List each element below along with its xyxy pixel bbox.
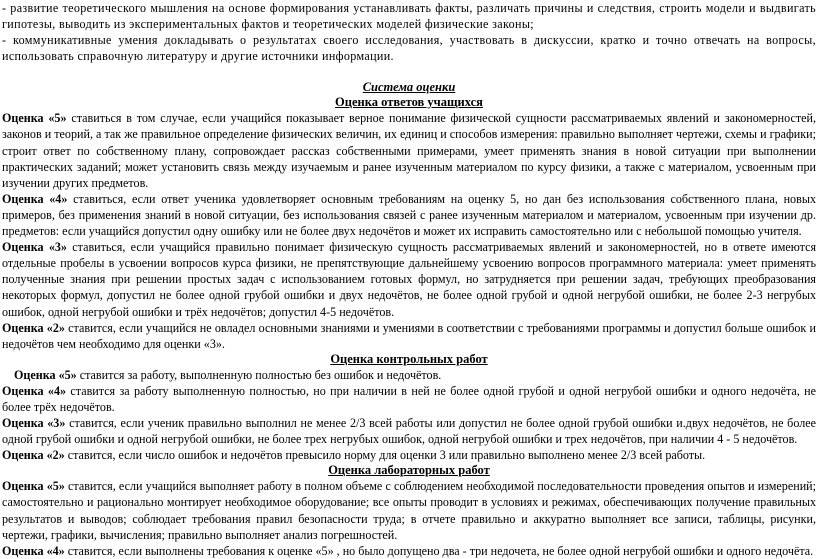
tests-heading: Оценка контрольных работ (330, 351, 488, 366)
grade-criteria: ставиться, если учащийся правильно понимает физическую сущность рассматриваемых явлений и закономерностей, но в ответе имеются отдельные пробелы в усвоении вопросов курса физики, не препятствующие дальнейшему усвоению вопросов программного материала: умеет применять полученные знания при решении простых задач с использованием готовых формул, но затрудняется при решении задач, требующих преобразования некоторых формул, допустил не более одной грубой ошибки и двух недочётов, не более одной грубой и одной негрубой ошибки, не более 2-3 негрубых ошибок, одной негрубой ошибки и трёх недочётов; допустил 4-5 недочётов. (2, 240, 816, 319)
oral-grade-3 (2, 239, 816, 319)
grade-criteria: ставиться в том случае, если учащийся показывает верное понимание физической сущности рассматриваемых явлений и закономерностей, законов и теорий, а так же правильное определение физических величин, их единиц и способов измерения: правильно выполняет чертежи, схемы и графики; строит ответ по собственному плану, сопровождает рассказ собственными примерами, умеет применять знания в новой ситуации при выполнении практических заданий; может установить связь между изучаемым и ранее изученным материалом по курсу физики, а также с материалом, усвоенным при изучении других предметов. (2, 111, 816, 190)
grade-criteria: ставится, если учащийся выполняет работу в полном объеме с соблюдением необходимой последовательности проведения опытов и измерений; самостоятельно и рационально монтирует необходимое оборудование; все опыты проводит в условиях и режимах, обеспечивающих получение правильных результатов и выводов; соблюдает требования правил безопасности труда; в отчете правильно и аккуратно выполняет все записи, таблицы, рисунки, чертежи, графики, вычисления; правильно выполняет анализ погрешностей. (2, 479, 816, 542)
test-grade-5 (2, 367, 816, 383)
lab-grade-5 (2, 478, 816, 542)
section-title: Система оценки (362, 80, 456, 95)
grade-criteria: ставится за работу, выполненную полностью без ошибок и недочётов. (76, 367, 442, 382)
grade-label: Оценка «3» (2, 240, 67, 255)
test-grade-4 (2, 383, 816, 415)
grade-label: Оценка «5» (2, 479, 65, 494)
oral-answers-heading: Оценка ответов учащихся (335, 95, 483, 110)
oral-grade-4 (2, 191, 816, 239)
grade-criteria: ставится за работу выполненную полностью, но при наличии в ней не более одной грубой и одной негрубой ошибки и одного недочёта, не более трёх недочётов. (2, 383, 816, 414)
oral-grade-5 (2, 110, 816, 190)
grade-criteria: ставится, если выполнены требования к оценке «5» , но было допущено два - три недочета, не более одной негрубой ошибки и одного недочёта. (64, 543, 814, 558)
grade-label: Оценка «2» (2, 448, 65, 463)
grade-label: Оценка «2» (2, 320, 65, 335)
grade-label: Оценка «3» (2, 416, 66, 431)
grade-criteria: ставится, если ученик правильно выполнил не менее 2/3 всей работы или допустил не более одной грубой ошибки и.двух недочётов, не более одной грубой ошибки и одной негрубой ошибки, не более трех негрубых ошибок, одной негрубой ошибки и трех недочётов, при наличии 4 - 5 недочётов. (2, 416, 816, 447)
grade-criteria: ставится, если учащийся не овладел основными знаниями и умениями в соответствии с требованиями программы и допустил больше ошибок и недочётов чем необходимо для оценки «3». (2, 320, 816, 351)
test-grade-3 (2, 415, 816, 447)
intro-paragraph-theory: - развитие теоретического мышления на основе формирования устанавливать факты, различать причины и следствия, строить модели и выдвигать гипотезы, выводить из экспериментальных фактов и теоретических моделей физические законы; (2, 1, 816, 32)
grade-label: Оценка «5» (14, 367, 77, 382)
grade-label: Оценка «4» (2, 543, 65, 558)
grade-label: Оценка «5» (2, 111, 67, 126)
grade-label: Оценка «4» (2, 191, 68, 206)
labs-heading: Оценка лабораторных работ (328, 463, 490, 478)
lab-grade-4 (2, 543, 816, 559)
intro-paragraph-communication: - коммуникативные умения докладывать о результатах своего исследования, участвовать в дискуссии, кратко и точно отвечать на вопросы, использовать справочную литературу и другие источники информации. (2, 33, 816, 64)
grade-label: Оценка «4» (2, 383, 67, 398)
grade-criteria: ставится, если число ошибок и недочётов превысило норму для оценки 3 или правильно выполнено менее 2/3 всей работы. (64, 448, 706, 463)
test-grade-2 (2, 447, 816, 463)
oral-grade-2 (2, 320, 816, 352)
grade-criteria: ставиться, если ответ ученика удовлетворяет основным требованиям на оценку 5, но дан без использования собственного плана, новых примеров, без применения знаний в новой ситуации, без использования связей с ранее изученным материалом и материалом, усвоенным при изучении др. предметов: если учащийся допустил одну ошибку или не более двух недочётов и может их исправить самостоятельно или с небольшой помощью учителя. (2, 191, 816, 239)
